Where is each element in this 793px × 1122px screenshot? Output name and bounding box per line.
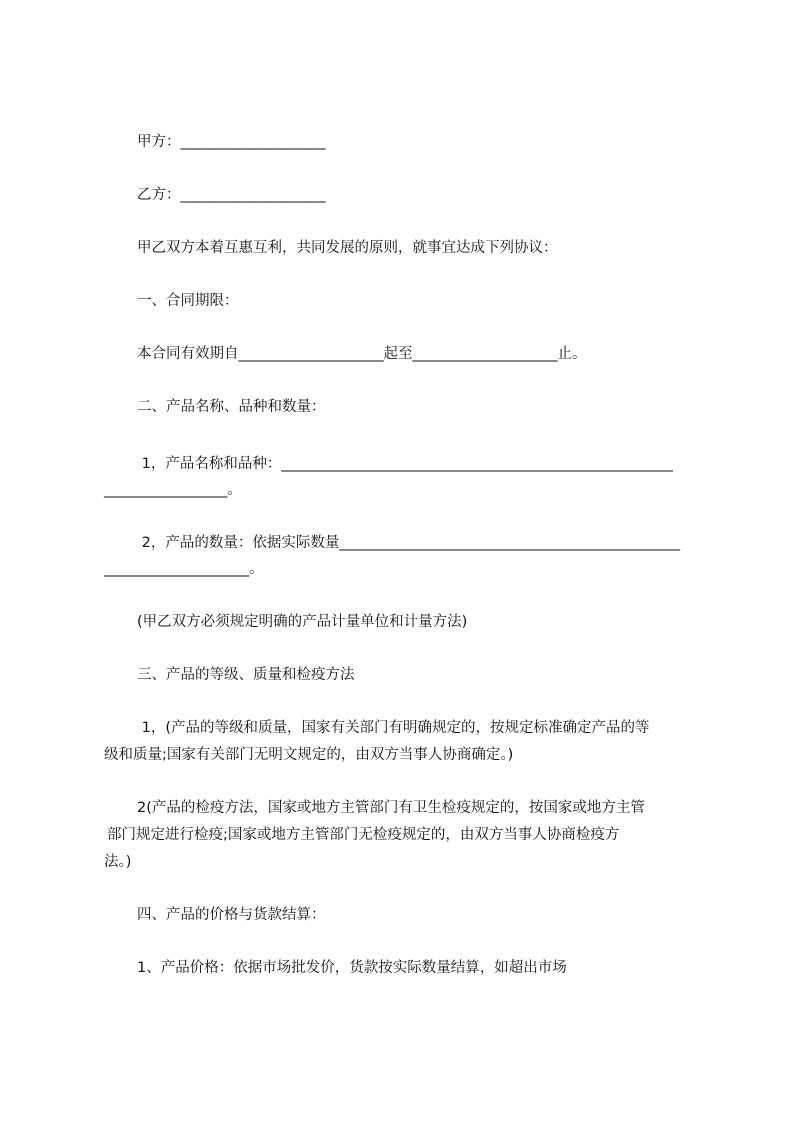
section-2-heading: 二、产品名称、品种和数量： [137, 399, 326, 415]
party-a-line: 甲方：____________________ [137, 134, 326, 150]
party-b-line: 乙方：____________________ [137, 187, 326, 203]
preamble: 甲乙双方本着互惠互利，共同发展的原则，就事宜达成下列协议： [137, 240, 558, 256]
section-1-heading: 一、合同期限： [137, 293, 239, 309]
quality-clause: 1，(产品的等级和质量，国家有关部门有明确规定的，按规定标准确定产品的等 [137, 720, 650, 736]
product-quantity-line-cont: ____________________。 [104, 561, 264, 577]
section-3-heading: 三、产品的等级、质量和检疫方法 [137, 667, 355, 683]
product-name-line-cont: _________________。 [104, 482, 242, 498]
price-clause: 1、产品价格：依据市场批发价，货款按实际数量结算，如超出市场 [137, 960, 567, 976]
quarantine-clause-cont: 部门规定进行检疫;国家或地方主管部门无检疫规定的，由双方当事人协商检疫方 [107, 827, 620, 843]
quarantine-clause: 2(产品的检疫方法，国家或地方主管部门有卫生检疫规定的，按国家或地方主管 [137, 800, 645, 816]
section-4-heading: 四、产品的价格与货款结算： [137, 907, 326, 923]
quality-clause-cont: 级和质量;国家有关部门无明文规定的，由双方当事人协商确定。) [104, 747, 514, 763]
product-name-line: 1，产品名称和品种：______________________________________________________ [137, 456, 673, 472]
product-quantity-line: 2，产品的数量：依据实际数量_______________________________________________ [137, 535, 681, 551]
contract-term-line: 本合同有效期自____________________起至____________________止。 [137, 346, 587, 362]
unit-note: (甲乙双方必须规定明确的产品计量单位和计量方法) [137, 614, 468, 630]
quarantine-clause-end: 法。) [104, 854, 132, 870]
